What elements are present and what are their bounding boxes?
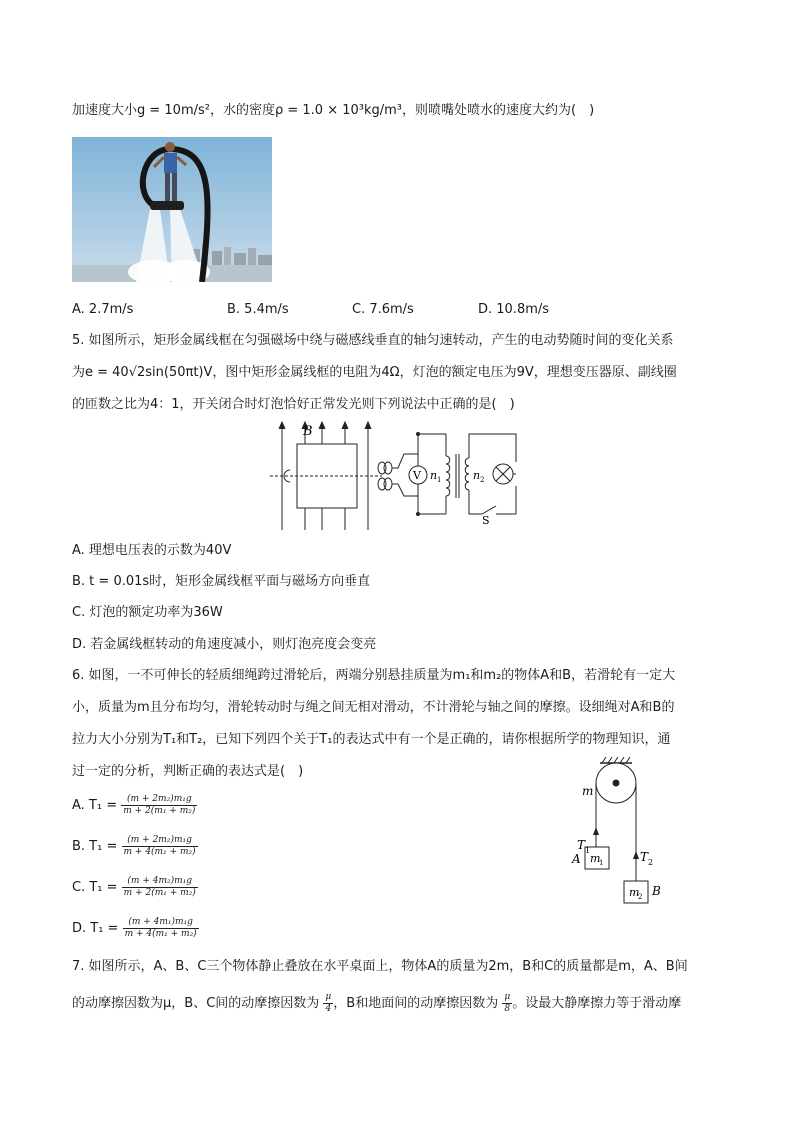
pulley-diagram (568, 757, 678, 907)
q5-option-d: D. 若金属线框转动的角速度减小，则灯泡亮度会变亮 (72, 637, 377, 652)
q6-option-b-fraction (122, 835, 198, 858)
switch-label: S (482, 514, 490, 527)
tension-t2-label: T (640, 850, 649, 864)
tension-t2-subscript: 2 (648, 858, 654, 867)
q6-option-d-label: D. T₁ = (72, 921, 119, 936)
q4-option-c: C. 7.6m/s (352, 302, 414, 317)
q7-fraction-ground-numerator: μ (504, 992, 511, 1002)
q7-fraction-ground-denominator: 8 (504, 1004, 511, 1014)
q6-option-d-numerator: (m + 4m₁)m₁g (123, 917, 199, 929)
q6-option-b-denominator: m + 4(m₁ + m₂) (123, 847, 196, 857)
q7-fraction-bc-denominator: 4 (325, 1004, 332, 1014)
q4-option-b: B. 5.4m/s (227, 302, 289, 317)
block-a-label: A (572, 852, 581, 866)
secondary-turns-subscript: 2 (480, 476, 485, 484)
block-b-mass-subscript: 2 (638, 893, 643, 901)
primary-turns-subscript: 1 (437, 476, 442, 484)
q7-fraction-bc (323, 992, 333, 1015)
q6-stem-line-1: 6. 如图，一不可伸长的轻质细绳跨过滑轮后，两端分别悬挂质量为m₁和m₂的物体A和B，若滑轮有一定大 (72, 668, 676, 683)
voltmeter-label: V (413, 469, 421, 482)
tension-t1-label: T (577, 838, 586, 852)
q6-option-c-fraction (122, 876, 198, 899)
q6-option-d (72, 917, 199, 940)
q7-fraction-ground (502, 992, 512, 1015)
q6-option-c-numerator: (m + 4m₂)m₁g (122, 876, 198, 888)
q6-option-d-fraction (123, 917, 199, 940)
block-a-mass-subscript: 1 (599, 859, 604, 867)
secondary-turns-label: n (473, 469, 481, 482)
q6-option-c-denominator: m + 2(m₁ + m₂) (123, 888, 196, 898)
q5-stem-line-1: 5. 如图所示，矩形金属线框在匀强磁场中绕与磁感线垂直的轴匀速转动，产生的电动势随时间的变化关系 (72, 333, 674, 348)
q6-stem-line-4: 过一定的分析，判断正确的表达式是( ) (72, 764, 304, 779)
q7-stem-line-2 (72, 992, 681, 1015)
q6-option-a-label: A. T₁ = (72, 798, 118, 813)
flyboard-photo (72, 137, 272, 282)
q6-option-b-numerator: (m + 2m₂)m₁g (122, 835, 198, 847)
q6-option-b (72, 835, 198, 858)
q6-option-d-denominator: m + 4(m₁ + m₂) (124, 929, 197, 939)
block-b-mass: m (629, 886, 640, 899)
pulley-mass-label: m (582, 784, 594, 798)
q5-stem-line-2: 为e = 40√2sin(50πt)V，图中矩形金属线框的电阻为4Ω，灯泡的额定电压为9V，理想变压器原、副线圈 (72, 365, 677, 380)
flyboard-photo-image (72, 137, 272, 282)
q6-stem-line-3: 拉力大小分别为T₁和T₂，已知下列四个关于T₁的表达式中有一个是正确的，请你根据所学的物理知识，通 (72, 732, 671, 747)
block-b-label: B (652, 884, 661, 898)
q7-line2-part2: ，B和地面间的动摩擦因数为 (333, 996, 499, 1011)
q5-option-a: A. 理想电压表的示数为40V (72, 543, 232, 558)
field-label-b: B (303, 424, 313, 439)
q6-option-a-numerator: (m + 2m₂)m₁g (121, 794, 197, 806)
q4-option-a: A. 2.7m/s (72, 302, 134, 317)
q7-line2-part1: 的动摩擦因数为μ，B、C间的动摩擦因数为 (72, 996, 320, 1011)
q7-stem-line-1: 7. 如图所示，A、B、C三个物体静止叠放在水平桌面上，物体A的质量为2m，B和C的质量都是m，A、B间 (72, 959, 688, 974)
q5-stem-line-3: 的匝数之比为4：1，开关闭合时灯泡恰好正常发光则下列说法中正确的是( ) (72, 397, 515, 412)
q6-option-b-label: B. T₁ = (72, 839, 118, 854)
q6-option-a-fraction (121, 794, 197, 817)
q7-line2-part3: 。设最大静摩擦力等于滑动摩 (512, 996, 682, 1011)
q4-stem-line: 加速度大小g = 10m/s²，水的密度ρ = 1.0 × 10³kg/m³，则喷嘴处喷水的速度大约为( ) (72, 103, 595, 118)
tension-t1-subscript: 1 (585, 846, 591, 855)
q6-stem-line-2: 小，质量为m且分布均匀，滑轮转动时与绳之间无相对滑动，不计滑轮与轴之间的摩擦。设细绳对A和B的 (72, 700, 675, 715)
q5-option-c: C. 灯泡的额定功率为36W (72, 605, 223, 620)
generator-transformer-diagram (270, 418, 530, 533)
q4-option-d: D. 10.8m/s (478, 302, 550, 317)
q6-option-c-label: C. T₁ = (72, 880, 118, 895)
q6-option-c (72, 876, 198, 899)
block-a-mass: m (590, 852, 601, 865)
primary-turns-label: n (430, 469, 438, 482)
q5-option-b: B. t = 0.01s时，矩形金属线框平面与磁场方向垂直 (72, 574, 371, 589)
q6-option-a-denominator: m + 2(m₁ + m₂) (123, 806, 196, 816)
q6-option-a (72, 794, 197, 817)
q7-fraction-bc-numerator: μ (325, 992, 332, 1002)
